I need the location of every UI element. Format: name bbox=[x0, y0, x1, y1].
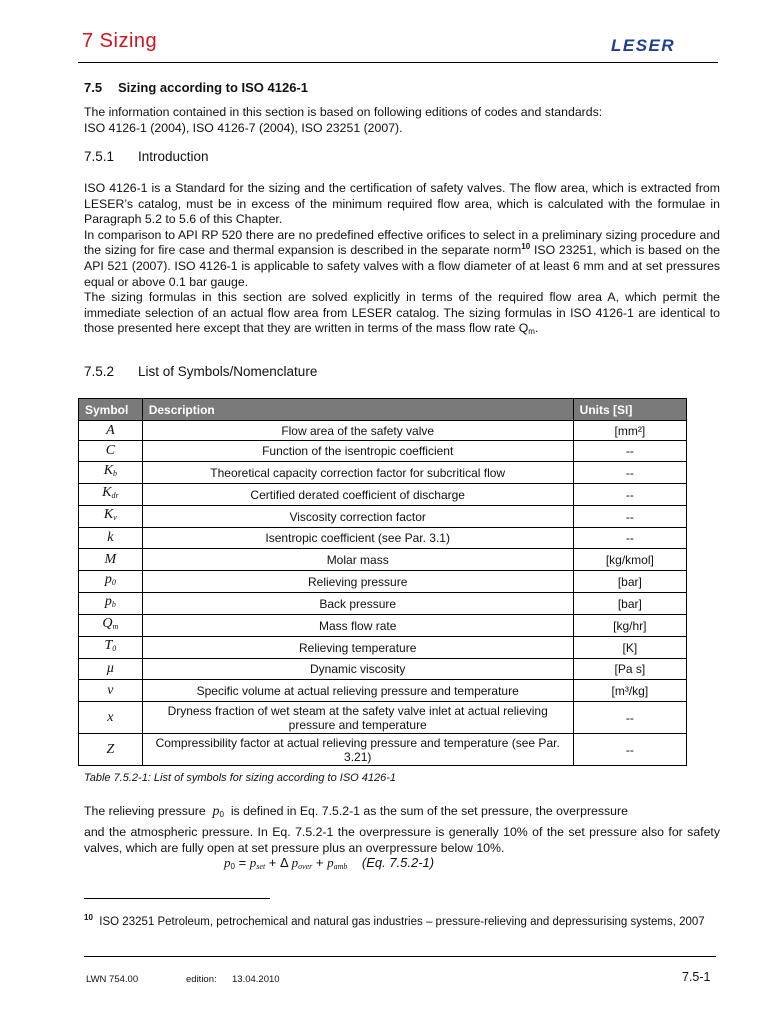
subsection-number: 7.5.2 bbox=[84, 364, 115, 379]
units-cell: [bar] bbox=[573, 571, 686, 593]
description-cell: Dryness fraction of wet steam at the safety valve inlet at actual relieving pressure and temperature bbox=[142, 702, 573, 734]
footnote-10 bbox=[84, 911, 720, 933]
units-cell: -- bbox=[573, 441, 686, 462]
intro-paragraph-3: The sizing formulas in this section are solved explicitly in terms of the required flow area A, which permit the immediate selection of an actual flow area from LESER catalog. The sizing formulas in ISO 4126-1 are identical to those presented here except that they are written in terms of the mass flow rate $Q_m$. bbox=[84, 290, 720, 337]
subsection-title: Introduction bbox=[138, 149, 209, 164]
symbol-cell: A bbox=[79, 421, 143, 441]
subsection-number: 7.5.1 bbox=[84, 149, 115, 164]
equation-7-5-2-1: $p_0 = p_{set} + \Delta$ $p_{over} + p_{amb}$ (Eq. 7.5.2-1) bbox=[224, 855, 435, 871]
symbol-cell: $p_0$ bbox=[79, 571, 143, 593]
description-cell: Specific volume at actual relieving pressure and temperature bbox=[142, 680, 573, 702]
table-header-row bbox=[79, 399, 687, 421]
units-cell: -- bbox=[573, 734, 686, 766]
description-cell: Flow area of the safety valve bbox=[142, 421, 573, 441]
section-title: Sizing according to ISO 4126-1 bbox=[118, 80, 308, 95]
symbol-cell: C bbox=[79, 441, 143, 462]
description-cell: Isentropic coefficient (see Par. 3.1) bbox=[142, 528, 573, 549]
section-number: 7.5 bbox=[84, 80, 103, 95]
description-cell: Dynamic viscosity bbox=[142, 659, 573, 680]
description-cell: Compressibility factor at actual relieving pressure and temperature (see Par. 3.21) bbox=[142, 734, 573, 766]
table-row bbox=[79, 441, 687, 462]
footnote-reference: 10 bbox=[521, 242, 531, 252]
leser-logo: LESER bbox=[611, 36, 676, 55]
description-cell: Back pressure bbox=[142, 593, 573, 615]
units-cell: -- bbox=[573, 506, 686, 528]
table-row bbox=[79, 734, 687, 766]
description-cell: Relieving temperature bbox=[142, 637, 573, 659]
units-cell: [kg/kmol] bbox=[573, 549, 686, 571]
units-cell: [bar] bbox=[573, 593, 686, 615]
table-row bbox=[79, 506, 687, 528]
units-cell: -- bbox=[573, 462, 686, 484]
symbol-cell: µ bbox=[79, 659, 143, 680]
table-row bbox=[79, 659, 687, 680]
symbols-table bbox=[78, 398, 687, 766]
table-row bbox=[79, 484, 687, 506]
description-cell: Mass flow rate bbox=[142, 615, 573, 637]
footnote-number: 10 bbox=[84, 913, 93, 922]
table-row bbox=[79, 462, 687, 484]
description-cell: Relieving pressure bbox=[142, 571, 573, 593]
symbol-cell: k bbox=[79, 528, 143, 549]
table-body bbox=[79, 421, 687, 766]
subsection-heading-symbols bbox=[84, 364, 317, 379]
page-number: 7.5-1 bbox=[682, 970, 711, 984]
description-cell: Theoretical capacity correction factor for subcritical flow bbox=[142, 462, 573, 484]
table-row bbox=[79, 615, 687, 637]
table-row bbox=[79, 421, 687, 441]
table-caption: Table 7.5.2-1: List of symbols for sizing according to ISO 4126-1 bbox=[84, 772, 397, 784]
units-cell: [mm²] bbox=[573, 421, 686, 441]
symbol-cell: M bbox=[79, 549, 143, 571]
symbol-cell: $p_b$ bbox=[79, 593, 143, 615]
section-intro bbox=[84, 105, 724, 136]
symbol-cell: x bbox=[79, 702, 143, 734]
relieving-pressure-text bbox=[84, 802, 720, 856]
section-intro-line2: ISO 4126-1 (2004), ISO 4126-7 (2004), ISO 23251 (2007). bbox=[84, 120, 403, 135]
symbol-cell: $K_v$ bbox=[79, 506, 143, 528]
intro-paragraph-2: In comparison to API RP 520 there are no predefined effective orifices to select in a preliminary sizing procedure and the sizing for fire case and thermal expansion is described in the separate norm$^{10}$ ISO 23251, which is based on the API 521 (2007). ISO 4126-1 is applicable to safety valves with a flow diameter of at least 6 mm and at set pressures equal or above 0.1 bar gauge. bbox=[84, 227, 720, 289]
table-row bbox=[79, 593, 687, 615]
symbol-cell: $K_{dr}$ bbox=[79, 484, 143, 506]
footnote-divider bbox=[84, 898, 270, 899]
table-row bbox=[79, 702, 687, 734]
symbol-cell: v bbox=[79, 680, 143, 702]
footnote-text: ISO 23251 Petroleum, petrochemical and natural gas industries – pressure-relieving and depressurising systems, 2007 bbox=[99, 916, 705, 928]
description-cell: Molar mass bbox=[142, 549, 573, 571]
symbol-cell: $Q_m$ bbox=[79, 615, 143, 637]
intro-paragraph-1: ISO 4126-1 is a Standard for the sizing and the certification of safety valves. The flow area, which is extracted from LESER’s catalog, must be in excess of the minimum required flow area, which is calculated with the formulae in Paragraph 5.2 to 5.6 of this Chapter. bbox=[84, 181, 720, 227]
units-cell: [K] bbox=[573, 637, 686, 659]
header-divider bbox=[78, 62, 718, 63]
section-heading bbox=[84, 80, 308, 95]
equation-label: (Eq. 7.5.2-1) bbox=[361, 855, 435, 870]
introduction-text bbox=[84, 181, 720, 340]
footer-edition-date: 13.04.2010 bbox=[232, 974, 280, 985]
footer-doc-id: LWN 754.00 bbox=[86, 974, 139, 985]
section-intro-line1: The information contained in this section is based on following editions of codes and standards: bbox=[84, 105, 603, 119]
subsection-heading-introduction bbox=[84, 149, 209, 164]
relieving-paragraph-rest: and the atmospheric pressure. In Eq. 7.5.2-1 the overpressure is generally 10% of the set pressure also for safety valves, which are fully open at set pressure plus an overpressure below 10%. bbox=[84, 825, 720, 855]
symbol-cell: $T_0$ bbox=[79, 637, 143, 659]
units-cell: -- bbox=[573, 484, 686, 506]
table-row bbox=[79, 528, 687, 549]
header-description: Description bbox=[142, 399, 573, 421]
description-cell: Viscosity correction factor bbox=[142, 506, 573, 528]
footer-edition-label: edition: bbox=[186, 974, 217, 985]
table-row bbox=[79, 637, 687, 659]
footer-divider bbox=[84, 956, 716, 957]
table-row bbox=[79, 549, 687, 571]
subsection-title: List of Symbols/Nomenclature bbox=[138, 364, 318, 379]
header-symbol: Symbol bbox=[79, 399, 143, 421]
units-cell: -- bbox=[573, 702, 686, 734]
units-cell: -- bbox=[573, 528, 686, 549]
description-cell: Certified derated coefficient of discharge bbox=[142, 484, 573, 506]
table-row bbox=[79, 571, 687, 593]
table-row bbox=[79, 680, 687, 702]
header-units: Units [SI] bbox=[573, 399, 686, 421]
description-cell: Function of the isentropic coefficient bbox=[142, 441, 573, 462]
units-cell: [kg/hr] bbox=[573, 615, 686, 637]
units-cell: [m³/kg] bbox=[573, 680, 686, 702]
symbol-cell: $K_b$ bbox=[79, 462, 143, 484]
units-cell: [Pa s] bbox=[573, 659, 686, 680]
chapter-title: 7 Sizing bbox=[82, 30, 158, 52]
symbol-cell: Z bbox=[79, 734, 143, 766]
relieving-paragraph-line1: The relieving pressure $p_0$ is defined in Eq. 7.5.2-1 as the sum of the set pressure, the overpressure bbox=[84, 804, 628, 819]
